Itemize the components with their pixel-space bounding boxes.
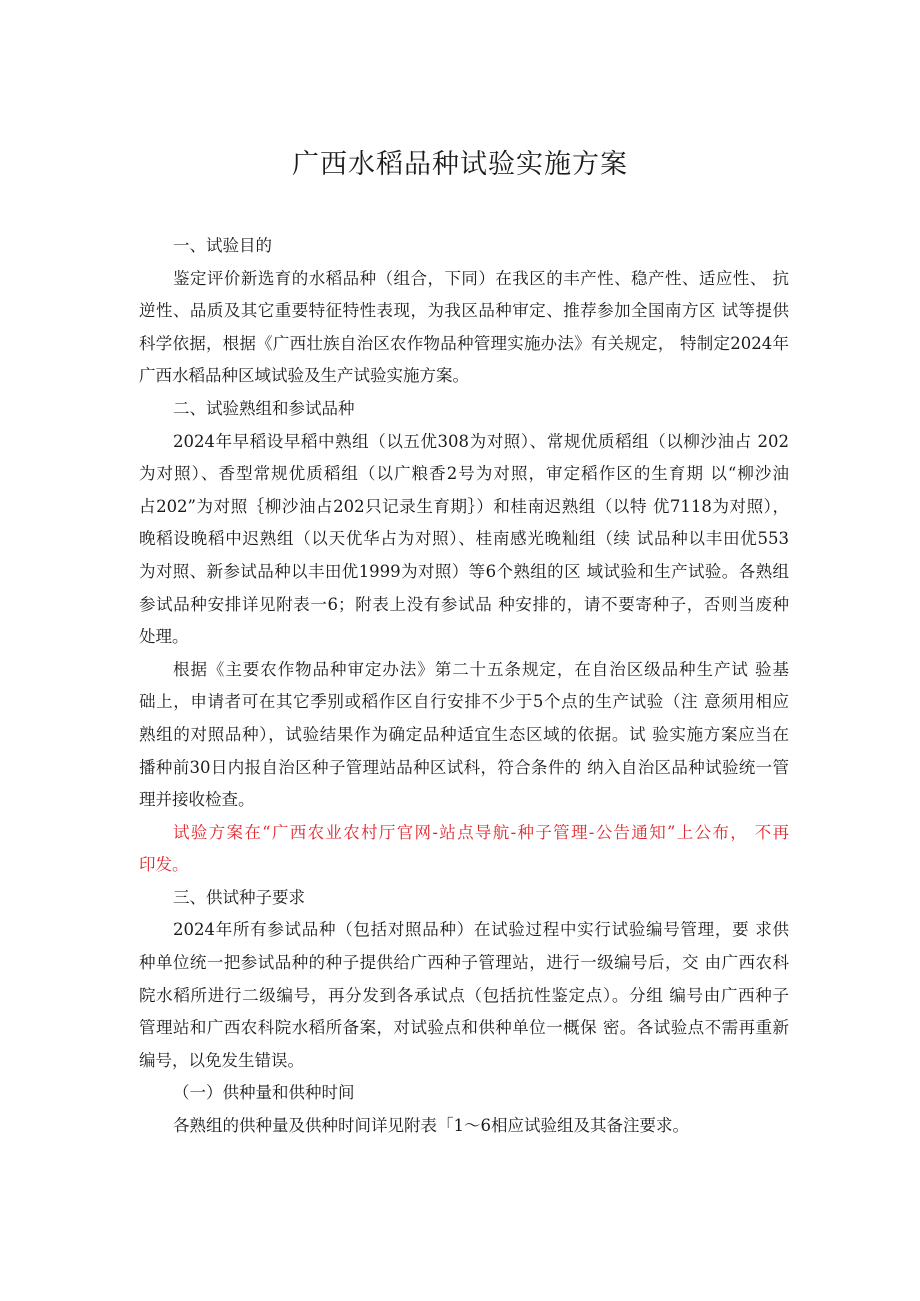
paragraph-line: 占202”为对照｛柳沙油占202只记录生育期｝）和桂南迟熟组（以特 优7118为对照），	[139, 496, 789, 516]
paragraph-line: 各熟组的供种量及供种时间详见附表「1〜6相应试验组及其备注要求。	[173, 1116, 689, 1136]
paragraph-production-trial	[139, 654, 789, 817]
paragraph-line: 理并接收检查。	[139, 790, 255, 810]
paragraph-supply	[139, 1110, 789, 1143]
document-title: 广西水稻品种试验实施方案	[292, 149, 628, 180]
subsection-heading-supply: （一）供种量和供种时间	[173, 1083, 355, 1103]
paragraph-line: 为对照）、香型常规优质稻组（以广粮香2号为对照，审定稻作区的生育期 以“柳沙油	[139, 464, 789, 484]
document-body	[139, 230, 789, 1143]
paragraph-line: 鉴定评价新选育的水稻品种（组合，下同）在我区的丰产性、稳产性、适应性、 抗	[173, 268, 789, 288]
paragraph-line: 为对照、新参试品种以丰田优1999为对照）等6个熟组的区 域试验和生产试验。各熟组	[139, 561, 789, 581]
paragraph-line: 管理站和广西农科院水稻所备案，对试验点和供种单位一概保 密。各试验点不需再重新	[139, 1018, 789, 1038]
section-heading-3: 三、供试种子要求	[173, 887, 305, 907]
paragraph-line: 熟组的对照品种），试验结果作为确定品种适宜生态区域的依据。试 验实施方案应当在	[139, 724, 789, 744]
paragraph-line: 参试品种安排详见附表一6；附表上没有参试品 种安排的，请不要寄种子，否则当废种	[139, 594, 789, 614]
notice-line: 印发。	[139, 855, 189, 875]
paragraph-line: 种单位统一把参试品种的种子提供给广西种子管理站，进行一级编号后，交 由广西农科	[139, 953, 789, 973]
paragraph-line: 广西水稻品种区域试验及生产试验实施方案。	[139, 366, 469, 386]
section-heading-2: 二、试验熟组和参试品种	[173, 398, 355, 418]
notice-paragraph	[139, 817, 789, 882]
paragraph-line: 2024年所有参试品种（包括对照品种）在试验过程中实行试验编号管理，要 求供	[173, 920, 789, 940]
paragraph-line: 础上，申请者可在其它季别或稻作区自行安排不少于5个点的生产试验（注 意须用相应	[139, 692, 789, 712]
paragraph-line: 院水稻所进行二级编号，再分发到各承试点（包括抗性鉴定点）。分组 编号由广西种子	[139, 985, 789, 1005]
paragraph-line: 播种前30日内报自治区种子管理站品种区试科，符合条件的 纳入自治区品种试验统一管	[139, 757, 789, 777]
paragraph-line: 2024年早稻设早稻中熟组（以五优308为对照）、常规优质稻组（以柳沙油占 202	[173, 431, 789, 451]
paragraph-groups	[139, 426, 789, 654]
paragraph-line: 逆性、品质及其它重要特征特性表现，为我区品种审定、推荐参加全国南方区 试等提供	[139, 301, 789, 321]
paragraph-line: 处理。	[139, 627, 189, 647]
section-heading-1: 一、试验目的	[173, 236, 272, 255]
paragraph-seed-numbering	[139, 914, 789, 1077]
paragraph-line: 科学依据，根据《广西壮族自治区农作物品种管理实施办法》有关规定， 特制定2024年	[139, 333, 789, 353]
paragraph-line: 根据《主要农作物品种审定办法》第二十五条规定，在自治区级品种生产试 验基	[173, 659, 789, 679]
paragraph-line: 晚稻设晚稻中迟熟组（以天优华占为对照）、桂南感光晚籼组（续 试品种以丰田优553	[139, 529, 789, 549]
notice-line: 试验方案在“广西农业农村厅官网-站点导航-种子管理-公告通知”上公布， 不再	[173, 822, 789, 842]
paragraph-line: 编号，以免发生错误。	[139, 1050, 304, 1070]
paragraph-purpose	[139, 263, 789, 393]
